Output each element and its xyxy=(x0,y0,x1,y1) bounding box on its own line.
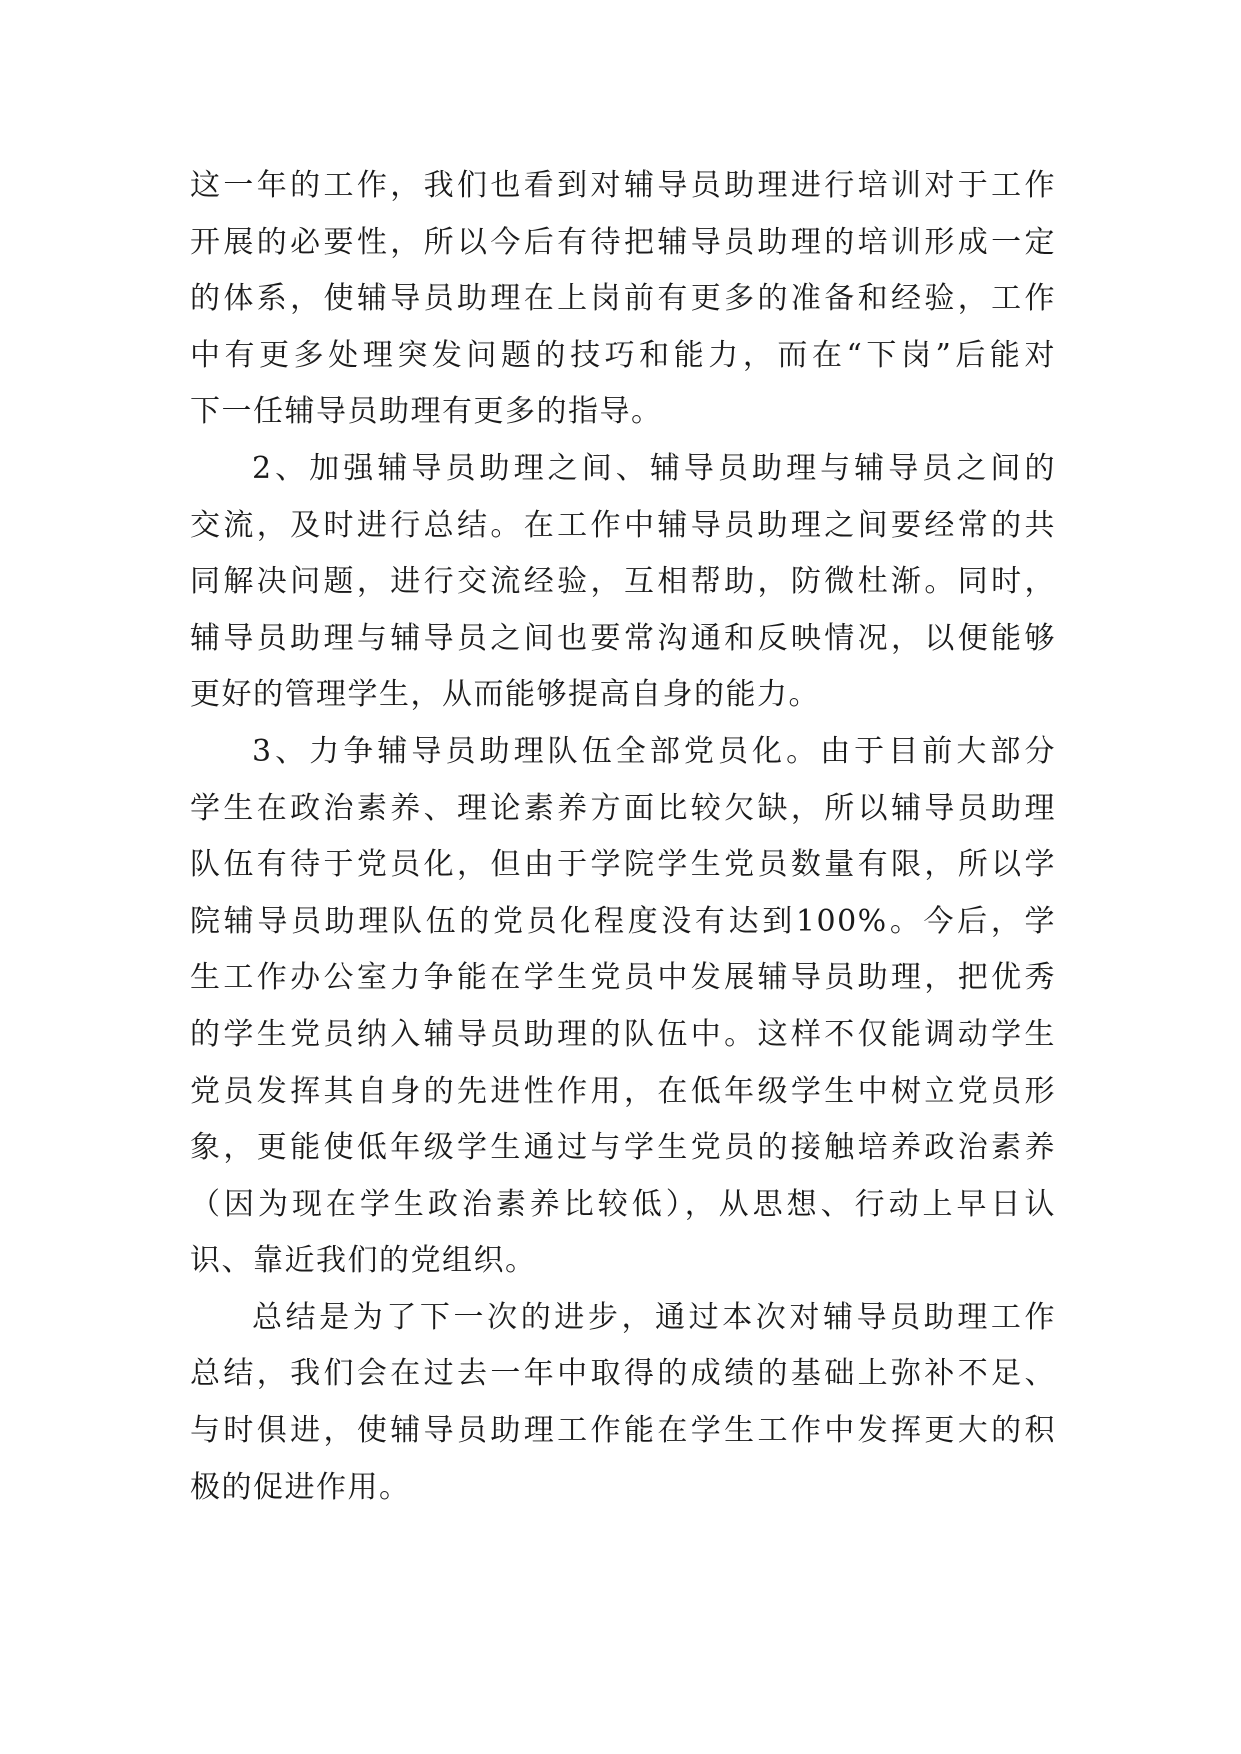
text-line: 院辅导员助理队伍的党员化程度没有达到100%。今后，学 xyxy=(190,903,1056,939)
text-line: 辅导员助理与辅导员之间也要常沟通和反映情况，以便能够 xyxy=(190,620,1056,656)
text-line: 学生在政治素养、理论素养方面比较欠缺，所以辅导员助理 xyxy=(190,790,1056,826)
text-line: 总结是为了下一次的进步，通过本次对辅导员助理工作 xyxy=(252,1299,1056,1335)
text-line: 生工作办公室力争能在学生党员中发展辅导员助理，把优秀 xyxy=(190,960,1056,996)
text-line: 总结，我们会在过去一年中取得的成绩的基础上弥补不足、 xyxy=(190,1356,1056,1392)
text-line: 党员发挥其自身的先进性作用，在低年级学生中树立党员形 xyxy=(190,1073,1056,1109)
text-line: 这一年的工作，我们也看到对辅导员助理进行培训对于工作 xyxy=(190,168,1056,203)
text-line: 识、靠近我们的党组织。 xyxy=(190,1243,537,1279)
text-line: 与时俱进，使辅导员助理工作能在学生工作中发挥更大的积 xyxy=(190,1413,1056,1449)
paragraph-4 xyxy=(190,1290,1056,1516)
document-body xyxy=(190,158,1056,1516)
text-line: 下一任辅导员助理有更多的指导。 xyxy=(190,394,663,430)
text-line: 中有更多处理突发问题的技巧和能力，而在“下岗”后能对 xyxy=(190,337,1056,373)
text-line: 同解决问题，进行交流经验，互相帮助，防微杜渐。同时， xyxy=(190,564,1056,600)
paragraph-2 xyxy=(190,441,1056,724)
paragraph-1 xyxy=(190,158,1056,441)
text-line: 交流，及时进行总结。在工作中辅导员助理之间要经常的共 xyxy=(190,507,1056,543)
text-line: 更好的管理学生，从而能够提高自身的能力。 xyxy=(190,677,820,713)
text-line: 2、加强辅导员助理之间、辅导员助理与辅导员之间的 xyxy=(252,450,1056,486)
paragraph-3 xyxy=(190,724,1056,1290)
text-line: 象，更能使低年级学生通过与学生党员的接触培养政治素养 xyxy=(190,1130,1056,1166)
text-line: 队伍有待于党员化，但由于学院学生党员数量有限，所以学 xyxy=(190,847,1056,883)
text-line: 的学生党员纳入辅导员助理的队伍中。这样不仅能调动学生 xyxy=(190,1016,1056,1052)
text-line: （因为现在学生政治素养比较低），从思想、行动上早日认 xyxy=(190,1186,1056,1222)
text-line: 开展的必要性，所以今后有待把辅导员助理的培训形成一定 xyxy=(190,224,1056,260)
text-line: 极的促进作用。 xyxy=(190,1469,411,1505)
text-line: 的体系，使辅导员助理在上岗前有更多的准备和经验，工作 xyxy=(190,281,1056,317)
text-line: 3、力争辅导员助理队伍全部党员化。由于目前大部分 xyxy=(252,733,1056,769)
